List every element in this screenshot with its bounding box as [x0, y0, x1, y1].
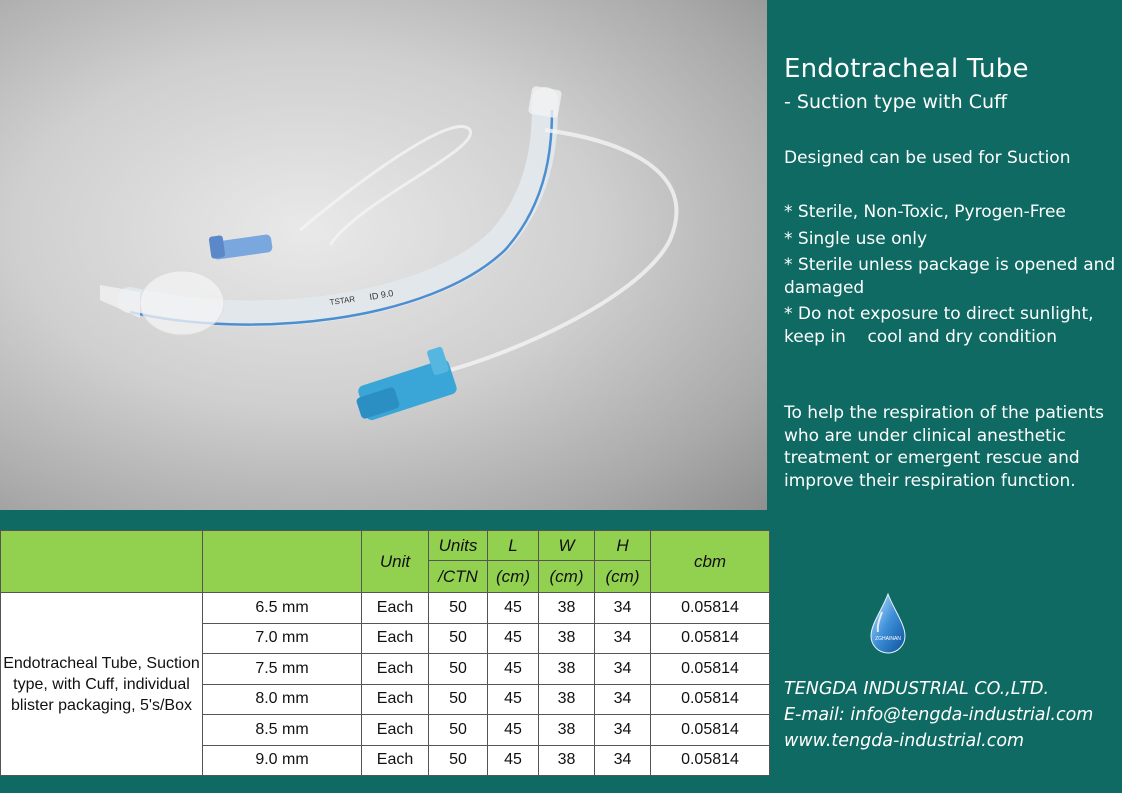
- size-cell: 7.0 mm: [203, 623, 362, 654]
- length-cell: 45: [488, 715, 539, 746]
- table-row: [1, 593, 770, 624]
- unit-cell: Each: [362, 623, 429, 654]
- product-purpose: To help the respiration of the patients who are under clinical anesthetic treatment or emergent rescue and improve their respiration function.: [784, 403, 1105, 491]
- width-cell: 38: [539, 654, 595, 685]
- header-width: W: [539, 531, 595, 561]
- size-cell: 8.0 mm: [203, 684, 362, 715]
- unit-cell: Each: [362, 654, 429, 685]
- length-cell: 45: [488, 593, 539, 624]
- product-description: Designed can be used for Suction: [784, 148, 1071, 168]
- height-cell: 34: [595, 745, 651, 776]
- units-cell: 50: [429, 593, 488, 624]
- header-blank-product: [1, 531, 203, 593]
- units-cell: 50: [429, 715, 488, 746]
- unit-cell: Each: [362, 684, 429, 715]
- cbm-cell: 0.05814: [651, 593, 770, 624]
- height-cell: 34: [595, 715, 651, 746]
- size-cell: 8.5 mm: [203, 715, 362, 746]
- width-cell: 38: [539, 593, 595, 624]
- height-cell: 34: [595, 593, 651, 624]
- units-cell: 50: [429, 745, 488, 776]
- length-cell: 45: [488, 684, 539, 715]
- header-cbm: cbm: [651, 531, 770, 593]
- header-width-unit: (cm): [539, 561, 595, 593]
- endotracheal-tube-illustration: [0, 0, 767, 510]
- feature-item: * Sterile, Non-Toxic, Pyrogen-Free: [784, 202, 1066, 222]
- header-units-per-ctn: /CTN: [429, 561, 488, 593]
- unit-cell: Each: [362, 745, 429, 776]
- header-units: Units: [429, 531, 488, 561]
- company-email[interactable]: E-mail: info@tengda-industrial.com: [784, 705, 1094, 725]
- height-cell: 34: [595, 654, 651, 685]
- cbm-cell: 0.05814: [651, 684, 770, 715]
- company-info: [784, 676, 1093, 754]
- length-cell: 45: [488, 745, 539, 776]
- header-length: L: [488, 531, 539, 561]
- length-cell: 45: [488, 623, 539, 654]
- cbm-cell: 0.05814: [651, 623, 770, 654]
- width-cell: 38: [539, 715, 595, 746]
- height-cell: 34: [595, 684, 651, 715]
- header-unit: Unit: [362, 531, 429, 593]
- unit-cell: Each: [362, 715, 429, 746]
- feature-item: * Do not exposure to direct sunlight, keep in cool and dry condition: [784, 304, 1099, 347]
- units-cell: 50: [429, 623, 488, 654]
- company-name: TENGDA INDUSTRIAL CO.,LTD.: [784, 679, 1050, 699]
- length-cell: 45: [488, 654, 539, 685]
- feature-item: * Single use only: [784, 228, 928, 249]
- header-length-unit: (cm): [488, 561, 539, 593]
- width-cell: 38: [539, 745, 595, 776]
- units-cell: 50: [429, 654, 488, 685]
- product-name-cell: Endotracheal Tube, Suction type, with Cuff, individual blister packaging, 5's/Box: [1, 593, 203, 776]
- product-title: Endotracheal Tube: [784, 54, 1029, 84]
- tube-brand-marking: TSTAR: [329, 294, 356, 307]
- unit-cell: Each: [362, 593, 429, 624]
- size-cell: 7.5 mm: [203, 654, 362, 685]
- size-cell: 9.0 mm: [203, 745, 362, 776]
- header-height: H: [595, 531, 651, 561]
- cbm-cell: 0.05814: [651, 745, 770, 776]
- cbm-cell: 0.05814: [651, 715, 770, 746]
- feature-list: [784, 201, 1120, 352]
- height-cell: 34: [595, 623, 651, 654]
- logo-text: ZGHAINAN: [875, 636, 901, 642]
- company-website[interactable]: www.tengda-industrial.com: [784, 731, 1025, 751]
- product-photo: [0, 0, 767, 510]
- feature-item: * Sterile unless package is opened and damaged: [784, 255, 1116, 298]
- header-blank-size: [203, 531, 362, 593]
- product-subtitle: - Suction type with Cuff: [784, 91, 1008, 113]
- cbm-cell: 0.05814: [651, 654, 770, 685]
- packaging-spec-table: [0, 530, 770, 776]
- tube-marking: ID 9.0: [368, 287, 394, 302]
- size-cell: 6.5 mm: [203, 593, 362, 624]
- width-cell: 38: [539, 623, 595, 654]
- units-cell: 50: [429, 684, 488, 715]
- header-height-unit: (cm): [595, 561, 651, 593]
- width-cell: 38: [539, 684, 595, 715]
- water-drop-logo-icon: [868, 592, 908, 656]
